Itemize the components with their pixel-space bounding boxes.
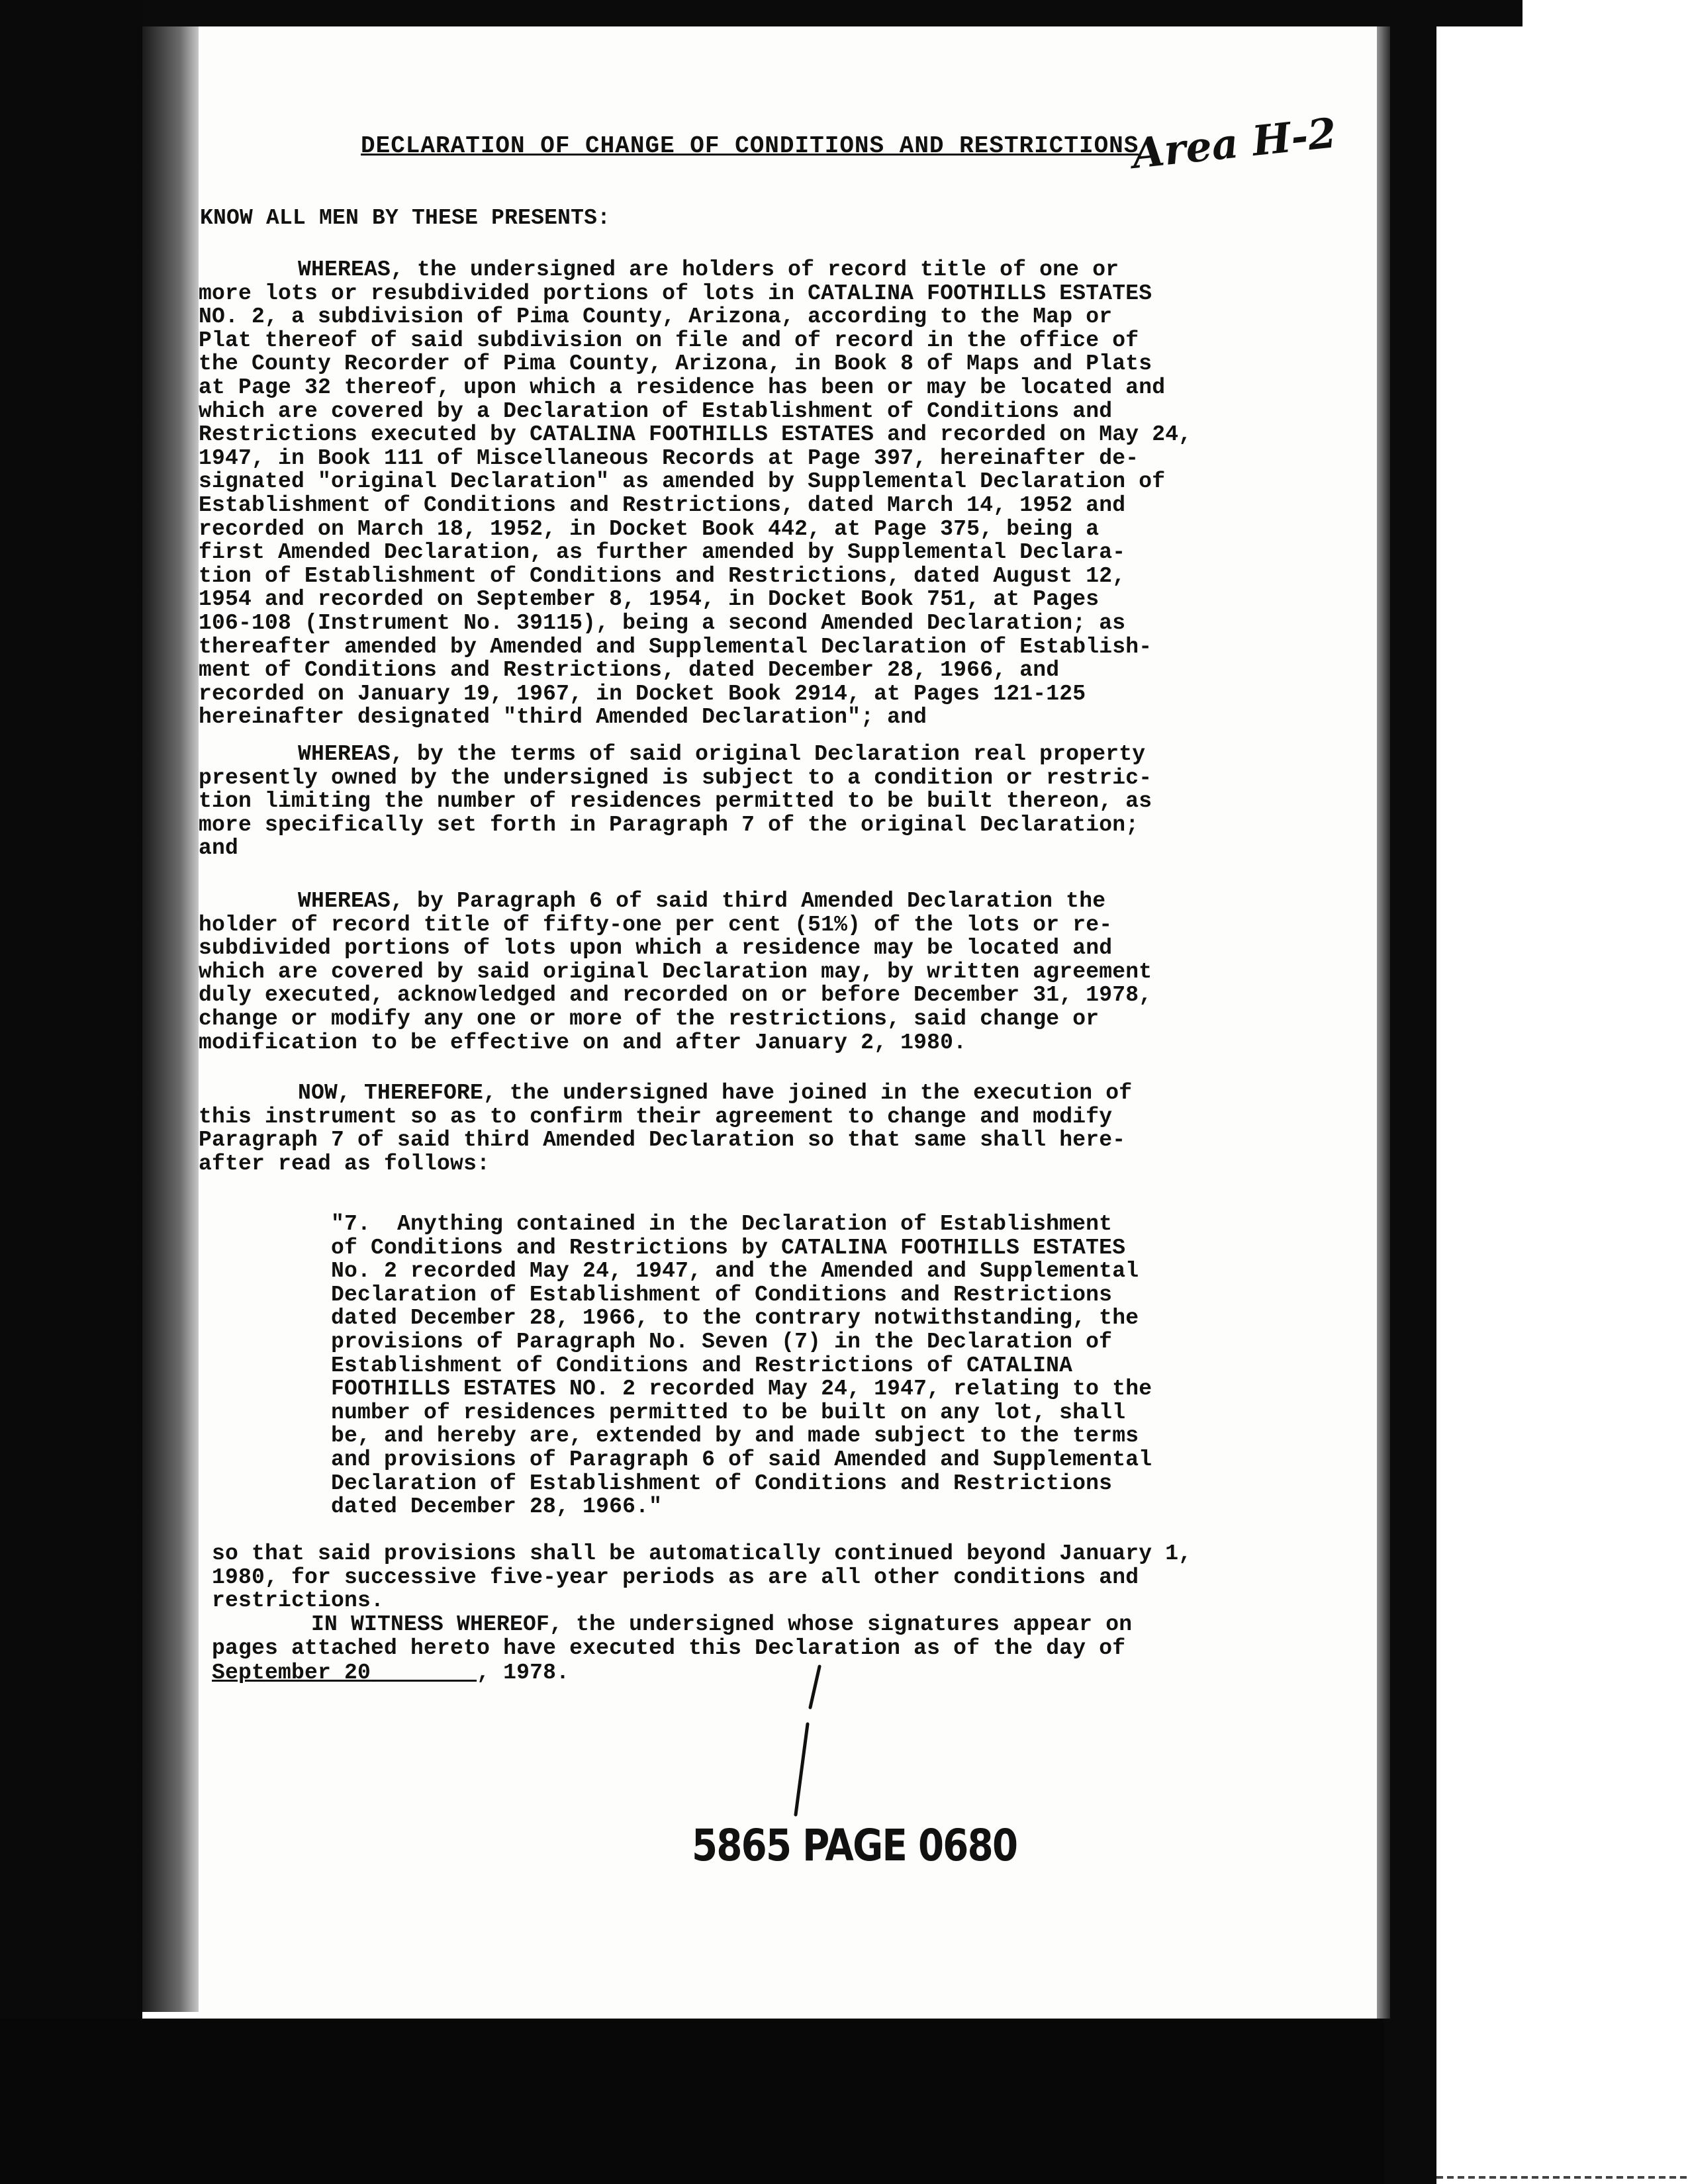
text-line: Paragraph 7 of said third Amended Declaration so that same shall here-	[199, 1128, 1126, 1153]
text-line: Establishment of Conditions and Restrictions, dated March 14, 1952 and	[199, 493, 1126, 518]
text-line: recorded on March 18, 1952, in Docket Book 442, at Page 375, being a	[199, 516, 1100, 541]
text-line: subdivided portions of lots upon which a residence may be located and	[199, 936, 1113, 961]
text-line: after read as follows:	[199, 1151, 491, 1176]
scan-border-top	[119, 0, 1523, 26]
text-line: 1954 and recorded on September 8, 1954, in Docket Book 751, at Pages	[199, 587, 1100, 612]
document-page	[199, 26, 1377, 2019]
text-line: WHEREAS, by Paragraph 6 of said third Amended Declaration the	[298, 889, 1106, 913]
handwritten-area-note: Area H-2	[1130, 109, 1339, 178]
text-line: first Amended Declaration, as further amended by Supplemental Declara-	[199, 540, 1126, 565]
text-line: and	[199, 836, 239, 861]
text-line: holder of record title of fifty-one per cent (51%) of the lots or re-	[199, 912, 1113, 937]
text-line: signated "original Declaration" as amended by Supplemental Declaration of	[199, 469, 1166, 494]
text-line: tion of Establishment of Conditions and Restrictions, dated August 12,	[199, 563, 1126, 588]
text-line: Declaration of Establishment of Conditions and Restrictions	[331, 1471, 1113, 1496]
text-line: "7. Anything contained in the Declaration of Establishment	[331, 1212, 1113, 1236]
text-line: restrictions.	[212, 1588, 385, 1614]
text-line: WHEREAS, by the terms of said original Declaration real property	[298, 742, 1146, 766]
text-line: number of residences permitted to be built on any lot, shall	[331, 1400, 1126, 1425]
text-line: more specifically set forth in Paragraph 7 of the original Declaration;	[199, 812, 1139, 837]
execution-year: , 1978.	[477, 1661, 570, 1685]
text-line: Establishment of Conditions and Restrictions of CATALINA	[331, 1353, 1073, 1378]
text-line: recorded on January 19, 1967, in Docket Book 2914, at Pages 121-125	[199, 681, 1086, 706]
text-line: so that said provisions shall be automatically continued beyond January 1,	[212, 1541, 1192, 1566]
date-line	[212, 1660, 569, 1686]
text-line: which are covered by said original Declaration may, by written agreement	[199, 959, 1152, 984]
text-line: at Page 32 thereof, upon which a residence has been or may be located and	[199, 375, 1166, 400]
scan-edge-rule	[1436, 2176, 1688, 2179]
text-line: NOW, THEREFORE, the undersigned have joined in the execution of	[298, 1081, 1133, 1105]
text-line: pages attached hereto have executed this Declaration as of the day of	[212, 1635, 1126, 1661]
text-line: 1980, for successive five-year periods as are all other conditions and	[212, 1565, 1139, 1590]
execution-date: September 20	[212, 1661, 371, 1685]
text-line: modification to be effective on and after January 2, 1980.	[199, 1030, 967, 1055]
text-line: provisions of Paragraph No. Seven (7) in the Declaration of	[331, 1330, 1113, 1354]
text-line: more lots or resubdivided portions of lots in CATALINA FOOTHILLS ESTATES	[199, 281, 1152, 306]
text-line: which are covered by a Declaration of Establishment of Conditions and	[199, 398, 1113, 424]
scan-border-bottom	[0, 2019, 1403, 2184]
text-line: 106-108 (Instrument No. 39115), being a second Amended Declaration; as	[199, 611, 1126, 635]
text-line: 1947, in Book 111 of Miscellaneous Records at Page 397, hereinafter de-	[199, 445, 1139, 471]
text-line: Restrictions executed by CATALINA FOOTHILLS ESTATES and recorded on May 24,	[199, 422, 1192, 447]
text-line: this instrument so as to confirm their agreement to change and modify	[199, 1104, 1113, 1129]
text-line: ment of Conditions and Restrictions, dated December 28, 1966, and	[199, 658, 1060, 683]
text-line: duly executed, acknowledged and recorded on or before December 31, 1978,	[199, 983, 1152, 1008]
salutation: KNOW ALL MEN BY THESE PRESENTS:	[200, 206, 611, 230]
document-title: DECLARATION OF CHANGE OF CONDITIONS AND RESTRICTIONS	[361, 132, 1139, 159]
text-line: Plat thereof of said subdivision on file and of record in the office of	[199, 328, 1139, 353]
scan-shadow-left	[142, 26, 205, 2012]
text-line: of Conditions and Restrictions by CATALINA FOOTHILLS ESTATES	[331, 1235, 1126, 1260]
text-line: tion limiting the number of residences permitted to be built thereon, as	[199, 789, 1152, 814]
text-line: FOOTHILLS ESTATES NO. 2 recorded May 24, 1947, relating to the	[331, 1377, 1152, 1402]
text-line: change or modify any one or more of the restrictions, said change or	[199, 1007, 1100, 1031]
text-line: thereafter amended by Amended and Supplemental Declaration of Establish-	[199, 634, 1152, 659]
text-line: No. 2 recorded May 24, 1947, and the Amended and Supplemental	[331, 1259, 1139, 1284]
text-line: dated December 28, 1966, to the contrary notwithstanding, the	[331, 1306, 1139, 1331]
text-line: and provisions of Paragraph 6 of said Amended and Supplemental	[331, 1447, 1152, 1472]
text-line: NO. 2, a subdivision of Pima County, Arizona, according to the Map or	[199, 304, 1113, 330]
text-line: IN WITNESS WHEREOF, the undersigned whose signatures appear on	[311, 1612, 1133, 1637]
text-line: dated December 28, 1966."	[331, 1494, 663, 1520]
text-line: Declaration of Establishment of Conditions and Restrictions	[331, 1282, 1113, 1307]
pen-stroke-mark	[781, 1661, 834, 1820]
scan-border-right	[1383, 0, 1436, 2184]
text-line: the County Recorder of Pima County, Arizona, in Book 8 of Maps and Plats	[199, 351, 1152, 377]
text-line: hereinafter designated "third Amended Declaration"; and	[199, 705, 927, 730]
text-line: presently owned by the undersigned is subject to a condition or restric-	[199, 765, 1152, 790]
text-line: WHEREAS, the undersigned are holders of record title of one or	[298, 257, 1119, 282]
text-line: be, and hereby are, extended by and made subject to the terms	[331, 1424, 1139, 1449]
scan-border-left	[0, 0, 142, 2184]
recording-number-stamp: 5865 PAGE 0680	[692, 1820, 1017, 1871]
